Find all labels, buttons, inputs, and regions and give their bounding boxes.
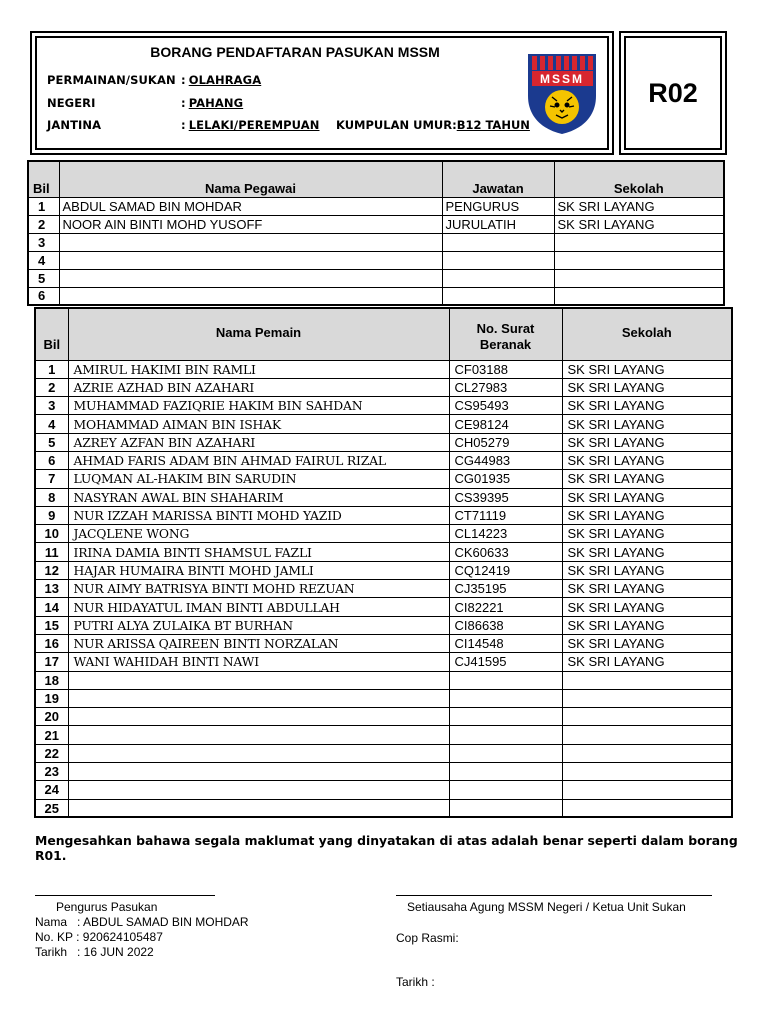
cell-jawatan: JURULATIH	[442, 215, 554, 233]
table-row	[35, 397, 732, 415]
cell-no-surat-beranak	[449, 781, 562, 799]
jantina-row	[47, 118, 319, 132]
table-row	[35, 653, 732, 671]
cell-jawatan	[442, 251, 554, 269]
cell-no-surat-beranak	[449, 708, 562, 726]
cell-bil: 16	[35, 634, 68, 652]
cell-no-surat-beranak	[449, 689, 562, 707]
cell-no-surat-beranak: CK60633	[449, 543, 562, 561]
cell-bil: 11	[35, 543, 68, 561]
cell-no-surat-beranak: CQ12419	[449, 561, 562, 579]
table-row	[35, 726, 732, 744]
cell-nama-pemain: WANI WAHIDAH BINTI NAWI	[68, 653, 449, 671]
cell-nama-pegawai	[59, 233, 442, 251]
cell-bil: 5	[35, 433, 68, 451]
cell-nama-pemain	[68, 708, 449, 726]
cell-bil: 20	[35, 708, 68, 726]
negeri-row	[47, 96, 243, 110]
cell-jawatan: PENGURUS	[442, 197, 554, 215]
cell-sekolah: SK SRI LAYANG	[562, 488, 732, 506]
cell-no-surat-beranak: CG01935	[449, 470, 562, 488]
pemain-table-body	[35, 360, 732, 817]
tarikh-right-label: Tarikh :	[396, 975, 435, 989]
cell-sekolah: SK SRI LAYANG	[562, 506, 732, 524]
cell-nama-pemain	[68, 744, 449, 762]
cell-no-surat-beranak: CJ41595	[449, 653, 562, 671]
permainan-value: OLAHRAGA	[188, 73, 262, 87]
cell-no-surat-beranak: CI82221	[449, 598, 562, 616]
cell-nama-pemain: AZREY AZFAN BIN AZAHARI	[68, 433, 449, 451]
table-row	[28, 215, 724, 233]
cell-no-surat-beranak: CI14548	[449, 634, 562, 652]
logo-text: MSSM	[540, 72, 584, 86]
col-nama-pemain: Nama Pemain	[68, 308, 449, 360]
cop-rasmi-label: Cop Rasmi:	[396, 931, 459, 945]
cell-nama-pemain: HAJAR HUMAIRA BINTI MOHD JAMLI	[68, 561, 449, 579]
cell-no-surat-beranak: CL14223	[449, 525, 562, 543]
mssm-logo	[526, 52, 598, 136]
cell-no-surat-beranak: CS95493	[449, 397, 562, 415]
negeri-value: PAHANG	[188, 96, 244, 110]
cell-bil: 19	[35, 689, 68, 707]
cell-nama-pemain	[68, 726, 449, 744]
col-bil: Bil	[28, 161, 59, 197]
setiausaha-title: Setiausaha Agung MSSM Negeri / Ketua Unit Sukan	[407, 900, 686, 914]
cell-sekolah	[562, 781, 732, 799]
table-row	[28, 233, 724, 251]
cell-nama-pemain: NUR AIMY BATRISYA BINTI MOHD REZUAN	[68, 580, 449, 598]
logo-tiger-head	[545, 90, 579, 124]
cell-nama-pemain: NUR ARISSA QAIREEN BINTI NORZALAN	[68, 634, 449, 652]
negeri-label: NEGERI	[47, 96, 96, 110]
table-row	[35, 506, 732, 524]
table-row	[35, 799, 732, 817]
cell-bil: 18	[35, 671, 68, 689]
cell-sekolah: SK SRI LAYANG	[562, 470, 732, 488]
separator: :	[181, 96, 186, 110]
cell-sekolah: SK SRI LAYANG	[562, 543, 732, 561]
cell-nama-pemain: JACQLENE WONG	[68, 525, 449, 543]
table-row	[35, 616, 732, 634]
cell-bil: 13	[35, 580, 68, 598]
cell-nama-pemain: MUHAMMAD FAZIQRIE HAKIM BIN SAHDAN	[68, 397, 449, 415]
cell-nama-pegawai	[59, 251, 442, 269]
cell-nama-pemain	[68, 781, 449, 799]
pegawai-header-row	[28, 161, 724, 197]
cell-jawatan	[442, 269, 554, 287]
cell-no-surat-beranak: CE98124	[449, 415, 562, 433]
cell-sekolah: SK SRI LAYANG	[562, 653, 732, 671]
cell-nama-pemain: AMIRUL HAKIMI BIN RAMLI	[68, 360, 449, 378]
cell-bil: 2	[35, 378, 68, 396]
cell-nama-pemain	[68, 799, 449, 817]
cell-bil: 15	[35, 616, 68, 634]
cell-no-surat-beranak: CI86638	[449, 616, 562, 634]
cell-bil: 8	[35, 488, 68, 506]
table-row	[28, 197, 724, 215]
cell-sekolah: SK SRI LAYANG	[562, 451, 732, 469]
cell-nama-pemain	[68, 763, 449, 781]
cell-sekolah: SK SRI LAYANG	[562, 634, 732, 652]
table-row	[35, 378, 732, 396]
permainan-row	[47, 73, 261, 87]
cell-sekolah	[562, 689, 732, 707]
cell-nama-pemain	[68, 689, 449, 707]
cell-nama-pemain: LUQMAN AL-HAKIM BIN SARUDIN	[68, 470, 449, 488]
cell-sekolah: SK SRI LAYANG	[554, 215, 724, 233]
cell-bil: 25	[35, 799, 68, 817]
cell-bil: 1	[35, 360, 68, 378]
cell-sekolah: SK SRI LAYANG	[562, 397, 732, 415]
cell-bil: 2	[28, 215, 59, 233]
jantina-value: LELAKI/PEREMPUAN	[188, 118, 320, 132]
cell-sekolah	[554, 269, 724, 287]
cell-nama-pegawai: ABDUL SAMAD BIN MOHDAR	[59, 197, 442, 215]
cell-sekolah: SK SRI LAYANG	[554, 197, 724, 215]
table-row	[35, 561, 732, 579]
cell-nama-pemain: NUR HIDAYATUL IMAN BINTI ABDULLAH	[68, 598, 449, 616]
table-row	[35, 470, 732, 488]
cell-sekolah: SK SRI LAYANG	[562, 525, 732, 543]
cell-no-surat-beranak	[449, 799, 562, 817]
table-row	[35, 543, 732, 561]
jantina-label: JANTINA	[47, 118, 102, 132]
cell-nama-pemain: AHMAD FARIS ADAM BIN AHMAD FAIRUL RIZAL	[68, 451, 449, 469]
cell-bil: 4	[35, 415, 68, 433]
cell-no-surat-beranak: CJ35195	[449, 580, 562, 598]
col-nama-pegawai: Nama Pegawai	[59, 161, 442, 197]
table-row	[35, 763, 732, 781]
table-row	[28, 251, 724, 269]
cell-nama-pemain: IRINA DAMIA BINTI SHAMSUL FAZLI	[68, 543, 449, 561]
pegawai-table	[27, 160, 725, 306]
cell-nama-pemain	[68, 671, 449, 689]
cell-bil: 4	[28, 251, 59, 269]
table-row	[28, 269, 724, 287]
kumpulan-label: KUMPULAN UMUR:	[336, 118, 457, 132]
form-title: BORANG PENDAFTARAN PASUKAN MSSM	[150, 44, 440, 60]
table-row	[35, 708, 732, 726]
col-sekolah: Sekolah	[554, 161, 724, 197]
col-jawatan: Jawatan	[442, 161, 554, 197]
table-row	[35, 525, 732, 543]
pengurus-kp: No. KP : 920624105487	[35, 930, 163, 944]
col-sekolah: Sekolah	[562, 308, 732, 360]
cell-bil: 24	[35, 781, 68, 799]
form-code-box	[619, 31, 727, 155]
kumpulan-umur	[336, 118, 530, 132]
cell-no-surat-beranak: CT71119	[449, 506, 562, 524]
cell-bil: 22	[35, 744, 68, 762]
cell-sekolah: SK SRI LAYANG	[562, 415, 732, 433]
cell-sekolah	[562, 799, 732, 817]
cell-bil: 3	[35, 397, 68, 415]
cell-bil: 10	[35, 525, 68, 543]
cell-nama-pemain: PUTRI ALYA ZULAIKA BT BURHAN	[68, 616, 449, 634]
pemain-header-row	[35, 308, 732, 360]
cell-bil: 5	[28, 269, 59, 287]
table-row	[35, 433, 732, 451]
cell-sekolah: SK SRI LAYANG	[562, 360, 732, 378]
cell-nama-pemain: NUR IZZAH MARISSA BINTI MOHD YAZID	[68, 506, 449, 524]
cell-sekolah: SK SRI LAYANG	[562, 378, 732, 396]
cell-nama-pegawai: NOOR AIN BINTI MOHD YUSOFF	[59, 215, 442, 233]
table-row	[35, 451, 732, 469]
table-row	[35, 360, 732, 378]
pengurus-nama: Nama : ABDUL SAMAD BIN MOHDAR	[35, 915, 249, 929]
cell-nama-pemain: NASYRAN AWAL BIN SHAHARIM	[68, 488, 449, 506]
cell-sekolah: SK SRI LAYANG	[562, 580, 732, 598]
cell-bil: 23	[35, 763, 68, 781]
cell-bil: 17	[35, 653, 68, 671]
table-row	[35, 598, 732, 616]
cell-bil: 6	[28, 287, 59, 305]
cell-sekolah: SK SRI LAYANG	[562, 616, 732, 634]
pengurus-tarikh: Tarikh : 16 JUN 2022	[35, 945, 154, 959]
cell-bil: 1	[28, 197, 59, 215]
cell-no-surat-beranak	[449, 726, 562, 744]
signature-line-right	[396, 895, 712, 896]
table-row	[35, 580, 732, 598]
col-no-surat-beranak: No. Surat Beranak	[449, 308, 562, 360]
cell-sekolah	[554, 287, 724, 305]
table-row	[28, 287, 724, 305]
separator: :	[181, 73, 186, 87]
cell-sekolah	[554, 233, 724, 251]
cell-bil: 14	[35, 598, 68, 616]
pegawai-table-body	[28, 197, 724, 305]
cell-nama-pemain: AZRIE AZHAD BIN AZAHARI	[68, 378, 449, 396]
cell-sekolah: SK SRI LAYANG	[562, 561, 732, 579]
cell-sekolah	[562, 763, 732, 781]
table-row	[35, 488, 732, 506]
cell-bil: 6	[35, 451, 68, 469]
cell-sekolah	[554, 251, 724, 269]
cell-bil: 12	[35, 561, 68, 579]
cell-no-surat-beranak: CF03188	[449, 360, 562, 378]
cell-sekolah	[562, 708, 732, 726]
cell-bil: 9	[35, 506, 68, 524]
cell-sekolah: SK SRI LAYANG	[562, 598, 732, 616]
cell-no-surat-beranak	[449, 744, 562, 762]
cell-sekolah	[562, 744, 732, 762]
cell-no-surat-beranak: CG44983	[449, 451, 562, 469]
table-row	[35, 671, 732, 689]
cell-sekolah: SK SRI LAYANG	[562, 433, 732, 451]
pemain-table	[34, 307, 733, 818]
cell-no-surat-beranak	[449, 763, 562, 781]
table-row	[35, 744, 732, 762]
cell-nama-pegawai	[59, 287, 442, 305]
cell-nama-pemain: MOHAMMAD AIMAN BIN ISHAK	[68, 415, 449, 433]
form-code: R02	[624, 36, 722, 150]
table-row	[35, 634, 732, 652]
cell-no-surat-beranak: CS39395	[449, 488, 562, 506]
cell-no-surat-beranak: CL27983	[449, 378, 562, 396]
table-row	[35, 415, 732, 433]
cell-no-surat-beranak: CH05279	[449, 433, 562, 451]
cell-jawatan	[442, 287, 554, 305]
signature-line-left	[35, 895, 215, 896]
table-row	[35, 781, 732, 799]
cell-jawatan	[442, 233, 554, 251]
separator: :	[181, 118, 186, 132]
kumpulan-value: B12 TAHUN	[456, 118, 530, 132]
confirmation-statement: Mengesahkan bahawa segala maklumat yang dinyatakan di atas adalah benar seperti dalam borang R01.	[35, 833, 738, 863]
pengurus-title: Pengurus Pasukan	[56, 900, 158, 914]
col-bil: Bil	[35, 308, 68, 360]
permainan-label: PERMAINAN/SUKAN	[47, 73, 176, 87]
cell-bil: 3	[28, 233, 59, 251]
cell-bil: 7	[35, 470, 68, 488]
cell-sekolah	[562, 726, 732, 744]
cell-bil: 21	[35, 726, 68, 744]
cell-no-surat-beranak	[449, 671, 562, 689]
cell-sekolah	[562, 671, 732, 689]
cell-nama-pegawai	[59, 269, 442, 287]
table-row	[35, 689, 732, 707]
